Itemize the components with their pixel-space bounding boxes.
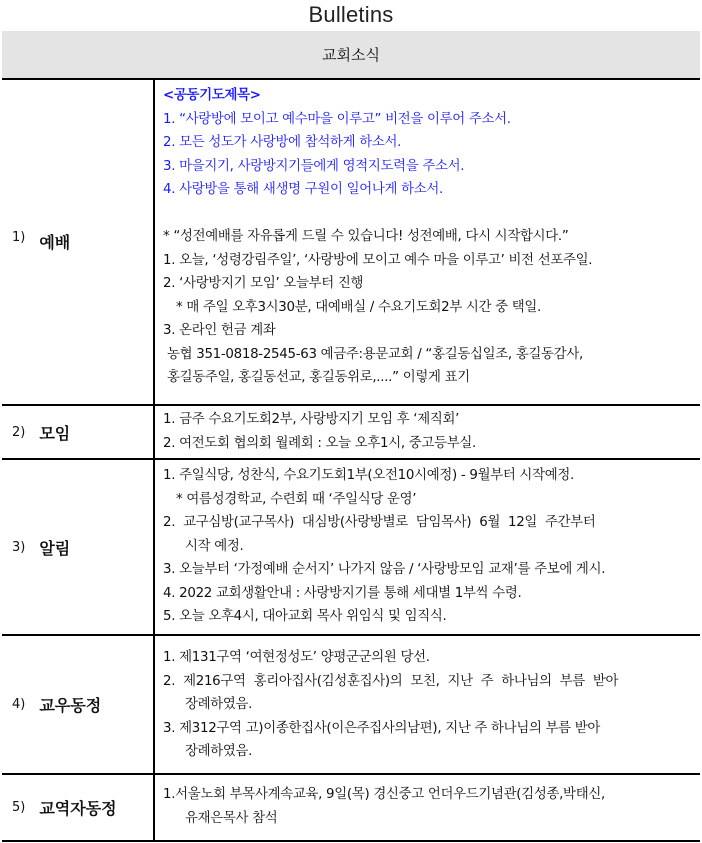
section-number: 2) [12, 424, 26, 440]
section-title: 예배 [39, 233, 71, 252]
list-item: 5. 오늘 오후4시, 대아교회 목사 위임식 및 임직식. [163, 609, 447, 624]
section-number: 4) [12, 697, 26, 712]
note-item: 1. 오늘, ‘성령강림주일’, ‘사랑방에 모이고 예수 마을 이루고’ 비전 선포주일. [163, 252, 593, 268]
section-ministry-news [2, 775, 700, 842]
section-label [2, 406, 155, 458]
section-content [155, 406, 700, 458]
list-item: 1. 주일식당, 성찬식, 수요기도회1부(오전10시예정) - 9월부터 시작예정. [163, 468, 574, 483]
spacer [163, 202, 692, 226]
list-item: 2. 여전도회 협의회 월례회 : 오늘 오후1시, 중고등부실. [163, 435, 476, 451]
note-item: 2. ‘사랑방지기 모임’ 오늘부터 진행 [163, 276, 364, 291]
section-content [155, 636, 700, 773]
section-title: 모임 [39, 423, 71, 443]
list-item: 2. 교구심방(교구목사) 대심방(사랑방별로 담임목사) 6월 12일 주간부터 [163, 515, 596, 530]
section-content [155, 80, 700, 404]
section-label [2, 636, 155, 773]
list-item-continued: 장례하였음. [185, 744, 253, 759]
list-item: 1. 제131구역 ‘여현정성도’ 양평군군의원 당선. [163, 650, 430, 665]
prayer-heading: <공동기도제목> [163, 88, 261, 103]
list-item-continued: 시작 예정. [185, 538, 244, 554]
prayer-item: 3. 마을지기, 사랑방지기들에게 영적지도력을 주소서. [163, 158, 465, 174]
list-item: 3. 오늘부터 ‘가정예배 순서지’ 나가지 않음 / ‘사랑방모임 교재’를 주보에 게시. [163, 562, 606, 577]
note-item: * “성전예배를 자유롭게 드릴 수 있습니다! 성전예배, 다시 시작합시다.” [163, 229, 569, 244]
prayer-item: 4. 사랑방을 통해 새생명 구원이 일어나게 하소서. [163, 182, 443, 197]
section-number: 5) [12, 800, 26, 815]
section-meeting [2, 406, 700, 460]
section-title: 교우동정 [39, 696, 102, 715]
bulletin-table [2, 31, 700, 842]
bank-account-text: 홍길동주일, 홍길동선교, 홍길동위로,....” 이렇게 표기 [167, 370, 470, 385]
prayer-item: 2. 모든 성도가 사랑방에 참석하게 하소서. [163, 135, 402, 150]
section-label [2, 460, 155, 634]
section-number: 1) [12, 230, 26, 245]
list-subitem: * 여름성경학교, 수련회 때 ‘주일식당 운영’ [176, 491, 417, 507]
list-item-continued: 유재은목사 참석 [185, 810, 278, 826]
list-item-continued: 장례하였음. [185, 697, 253, 712]
list-item: 2. 제216구역 홍리아집사(김성훈집사)의 모친, 지난 주 하나님의 부름 받아 [163, 673, 619, 689]
section-title: 교역자동정 [39, 799, 117, 818]
section-title: 알림 [39, 538, 71, 558]
section-label [2, 80, 155, 404]
section-worship [2, 80, 700, 406]
section-announcements [2, 460, 700, 636]
list-item: 1.서울노회 부목사계속교육, 9일(목) 경신중고 언더우드기념관(김성종,박태신, [163, 787, 605, 802]
section-member-news [2, 636, 700, 775]
prayer-item: 1. “사랑방에 모이고 예수마을 이루고” 비전을 이루어 주소서. [163, 111, 511, 127]
table-header: 교회소식 [2, 31, 700, 80]
note-item: 3. 온라인 헌금 계좌 [163, 323, 276, 338]
section-number: 3) [12, 539, 26, 555]
page-title: Bulletins [308, 2, 394, 27]
list-item: 4. 2022 교회생활안내 : 사랑방지기를 통해 세대별 1부씩 수령. [163, 585, 522, 601]
list-item: 1. 금주 수요기도회2부, 사랑방지기 모임 후 ‘제직회’ [163, 412, 460, 427]
section-content [155, 775, 700, 840]
section-label [2, 775, 155, 840]
section-content [155, 460, 700, 634]
note-subitem: * 매 주일 오후3시30분, 대예배실 / 수요기도회2부 시간 중 택일. [176, 299, 541, 315]
list-item: 3. 제312구역 고)이종한집사(이은주집사의남편), 지난 주 하나님의 부름 받아 [163, 720, 601, 736]
bank-account-text: 농협 351-0818-2545-63 예금주:용문교회 / “홍길동십일조, 홍길동감사, [167, 346, 583, 362]
